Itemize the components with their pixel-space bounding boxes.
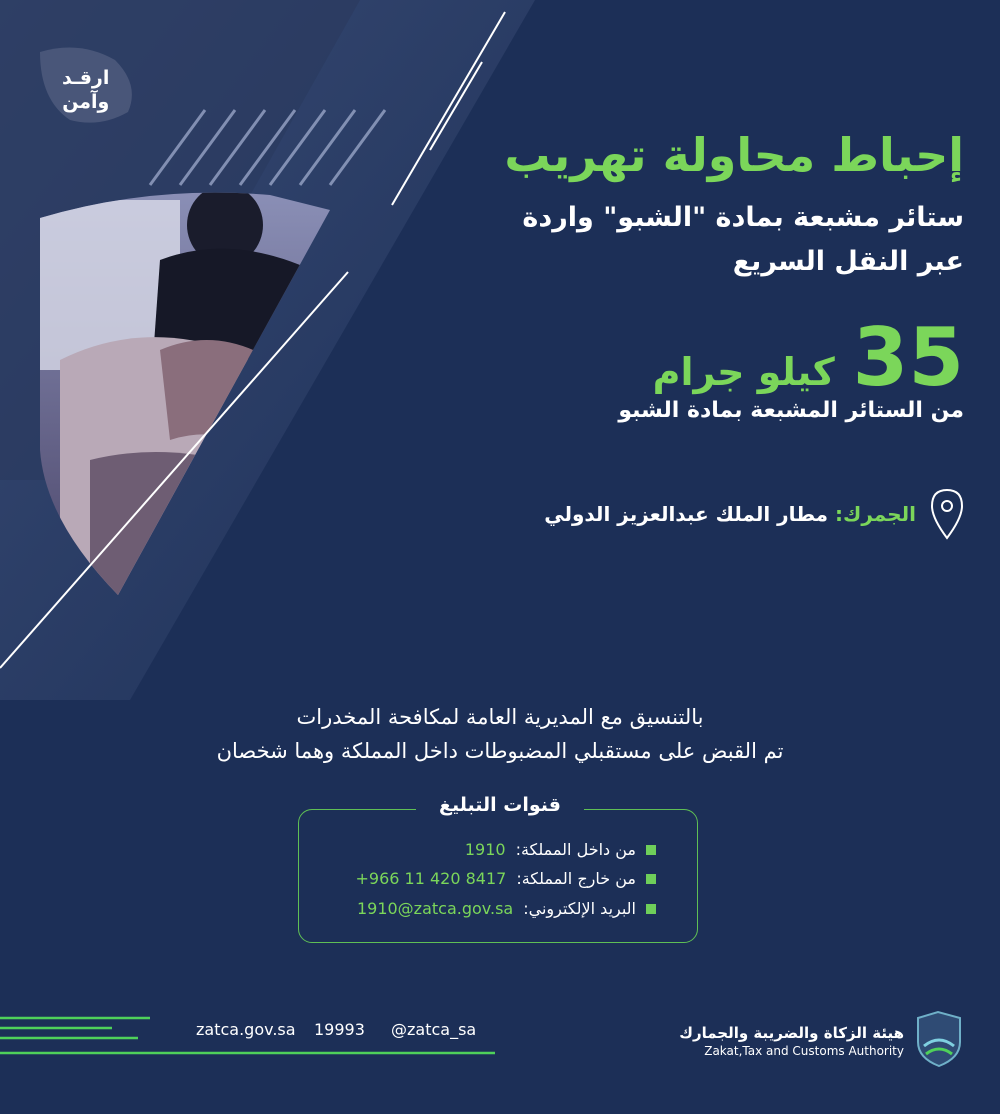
location-pin-icon [930, 488, 964, 540]
channel-item [356, 869, 657, 888]
bullet-square-icon [646, 845, 656, 855]
channel-label: البريد الإلكتروني: [523, 899, 636, 918]
seizure-amount [652, 311, 964, 404]
channel-value[interactable]: 1910@zatca.gov.sa [356, 899, 514, 918]
corner-logo-line1: ارقـد [62, 67, 110, 89]
subtitle-line1: ستائر مشبعة بمادة "الشبو" واردة [522, 202, 964, 233]
seizure-number: 35 [852, 311, 964, 404]
customs-label: الجمرك: [835, 502, 916, 526]
bullet-square-icon [646, 904, 656, 914]
seizure-unit: كيلو جرام [652, 350, 835, 394]
footer-website[interactable]: zatca.gov.sa [196, 1020, 296, 1039]
seizure-description: من الستائر المشبعة بمادة الشبو [618, 398, 964, 423]
corner-logo [62, 66, 109, 114]
channel-label: من داخل المملكة: [515, 840, 636, 859]
headline: إحباط محاولة تهريب [504, 128, 964, 182]
channel-value[interactable]: 1910 [464, 840, 506, 859]
coordination-line2: تم القبض على مستقبلي المضبوطات داخل المملكة وهما شخصان [216, 739, 784, 763]
channel-item [465, 840, 656, 859]
org-name-arabic: هيئة الزكاة والضريبة والجمارك [679, 1024, 904, 1042]
footer-phone[interactable]: 19993 [314, 1020, 365, 1039]
footer-social[interactable]: @zatca_sa [391, 1020, 477, 1039]
channel-item [357, 899, 656, 918]
org-name-english: Zakat,Tax and Customs Authority [704, 1044, 904, 1058]
bullet-square-icon [646, 874, 656, 884]
coordination-note [0, 700, 1000, 768]
reporting-channels-title: قنوات التبليغ [416, 794, 584, 816]
coordination-line1: بالتنسيق مع المديرية العامة لمكافحة المخدرات [296, 705, 704, 729]
customs-location [544, 488, 964, 540]
corner-logo-line2: وآمن [62, 91, 110, 113]
subtitle-line2: عبر النقل السريع [732, 246, 964, 277]
customs-value: مطار الملك عبدالعزيز الدولي [544, 502, 829, 526]
channel-label: من خارج المملكة: [516, 869, 636, 888]
subtitle [522, 196, 964, 284]
channel-value[interactable]: +966 11 420 8417 [355, 869, 507, 888]
